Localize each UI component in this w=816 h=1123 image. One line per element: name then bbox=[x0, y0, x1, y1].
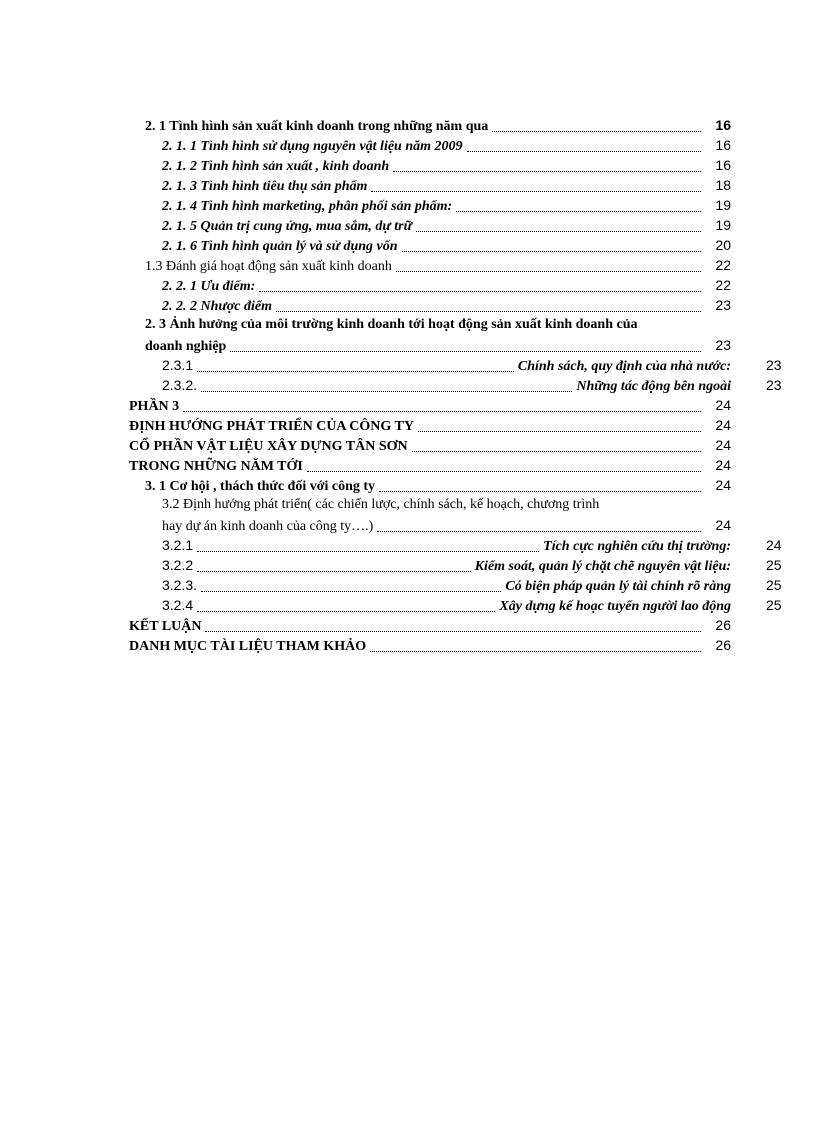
toc-entry bbox=[162, 236, 731, 256]
toc-entry-page: 20 bbox=[715, 237, 731, 253]
dot-leader bbox=[370, 651, 701, 652]
toc-entry-title: KẾT LUẬN bbox=[129, 619, 202, 634]
toc-entry-page: 24 bbox=[715, 417, 731, 433]
toc-entry-page: 16 bbox=[715, 157, 731, 173]
toc-entry-page: 16 bbox=[715, 137, 731, 153]
toc-entry bbox=[129, 396, 731, 416]
toc-entry-number: 2.3.2. bbox=[162, 377, 198, 393]
dot-leader bbox=[492, 131, 701, 132]
toc-entry-page: 24 bbox=[715, 397, 731, 413]
toc-entry bbox=[162, 596, 731, 616]
toc-entry-title: CỔ PHẦN VẬT LIỆU XÂY DỰNG TÂN SƠN bbox=[129, 439, 408, 454]
toc-entry-title: 2. 1. 6 Tình hình quản lý và sử dụng vốn bbox=[162, 239, 398, 254]
dot-leader bbox=[456, 211, 701, 212]
toc-entry-page: 23 bbox=[766, 357, 782, 373]
toc-entry-title: Tích cực nghiên cứu thị trường: bbox=[543, 539, 731, 554]
toc-entry bbox=[162, 356, 731, 376]
toc-entry-number: 3.2.1 bbox=[162, 537, 194, 553]
toc-entry-page: 23 bbox=[715, 337, 731, 353]
toc-entry-title: 1.3 Đánh giá hoạt động sản xuất kinh doanh bbox=[145, 259, 392, 274]
dot-leader bbox=[307, 471, 701, 472]
toc-entry-number: 3.2.2 bbox=[162, 557, 194, 573]
toc-entry-page: 22 bbox=[715, 277, 731, 293]
toc-entry-title: 2. 1. 3 Tình hình tiêu thụ sản phẩm bbox=[162, 179, 368, 194]
toc-entry-page: 24 bbox=[715, 437, 731, 453]
dot-leader bbox=[259, 291, 701, 292]
toc-entry bbox=[145, 256, 731, 276]
toc-entry-title: 2. 1. 2 Tình hình sản xuất , kinh doanh bbox=[162, 159, 390, 174]
toc-entry-title: Những tác động bên ngoài bbox=[576, 379, 731, 394]
dot-leader bbox=[467, 151, 701, 152]
toc-entry-title: 2. 2. 1 Ưu điểm: bbox=[162, 279, 256, 294]
toc-entry-page: 23 bbox=[715, 297, 731, 313]
dot-leader bbox=[230, 351, 701, 352]
toc-entry bbox=[145, 116, 731, 136]
toc-entry-title: hay dự án kinh doanh của công ty….) bbox=[162, 519, 374, 534]
toc-entry-title: Có biện pháp quản lý tài chính rõ ràng bbox=[505, 579, 731, 594]
toc-entry-page: 19 bbox=[715, 217, 731, 233]
toc-entry bbox=[162, 216, 731, 236]
toc-entry bbox=[162, 156, 731, 176]
toc-entry bbox=[162, 136, 731, 156]
dot-leader bbox=[379, 491, 701, 492]
dot-leader bbox=[276, 311, 701, 312]
toc-entry-page: 25 bbox=[766, 557, 782, 573]
toc-entry-title: doanh nghiệp bbox=[145, 339, 227, 354]
dot-leader bbox=[396, 271, 701, 272]
toc-entry-title: 2. 1. 1 Tình hình sử dụng nguyên vật liệu năm 2009 bbox=[162, 139, 463, 154]
toc-entry bbox=[162, 196, 731, 216]
toc-entry bbox=[129, 436, 731, 456]
toc-entry-page: 18 bbox=[715, 177, 731, 193]
toc-entry-page: 16 bbox=[715, 117, 731, 133]
toc-entry-number: 3.2.3. bbox=[162, 577, 198, 593]
toc-entry bbox=[129, 416, 731, 436]
toc-entry bbox=[162, 296, 731, 316]
toc-entry-title: TRONG NHỮNG NĂM TỚI bbox=[129, 459, 303, 474]
dot-leader bbox=[197, 551, 539, 552]
toc-entry-title: Kiểm soát, quản lý chặt chẽ nguyên vật liệu: bbox=[474, 559, 731, 574]
dot-leader bbox=[412, 451, 701, 452]
toc-entry-title: 2. 2. 2 Nhược điểm bbox=[162, 299, 273, 314]
toc-entry-page: 26 bbox=[715, 637, 731, 653]
dot-leader bbox=[416, 231, 701, 232]
toc-entry bbox=[162, 576, 731, 596]
toc-entry-title: DANH MỤC TÀI LIỆU THAM KHẢO bbox=[129, 639, 367, 654]
dot-leader bbox=[393, 171, 701, 172]
toc-entry bbox=[162, 176, 731, 196]
toc-entry-number: 2.3.1 bbox=[162, 357, 194, 373]
toc-entry bbox=[162, 516, 731, 536]
toc-entry-title: 2. 3 Ảnh hưởng của môi trường kinh doanh tới hoạt động sản xuất kinh doanh của bbox=[145, 317, 638, 332]
toc-entry-page: 19 bbox=[715, 197, 731, 213]
dot-leader bbox=[402, 251, 701, 252]
toc-entry bbox=[129, 616, 731, 636]
dot-leader bbox=[205, 631, 701, 632]
toc-entry-page: 24 bbox=[715, 517, 731, 533]
toc-entry-page: 22 bbox=[715, 257, 731, 273]
toc-entry-page: 23 bbox=[766, 377, 782, 393]
dot-leader bbox=[197, 611, 495, 612]
toc-entry-title: PHẦN 3 bbox=[129, 399, 180, 414]
toc-entry-title: 2. 1. 4 Tình hình marketing, phân phối sản phẩm: bbox=[162, 199, 453, 214]
dot-leader bbox=[197, 371, 514, 372]
toc-entry-page: 24 bbox=[766, 537, 782, 553]
dot-leader bbox=[197, 571, 471, 572]
dot-leader bbox=[201, 391, 572, 392]
dot-leader bbox=[418, 431, 701, 432]
dot-leader bbox=[377, 531, 701, 532]
toc-entry bbox=[129, 636, 731, 656]
toc-entry-page: 24 bbox=[715, 457, 731, 473]
toc-entry-title: 2. 1. 5 Quản trị cung ứng, mua sắm, dự trữ bbox=[162, 219, 412, 234]
toc-entry-title: ĐỊNH HƯỚNG PHÁT TRIỂN CỦA CÔNG TY bbox=[129, 419, 414, 434]
toc-entry-page: 25 bbox=[766, 597, 782, 613]
toc-entry bbox=[145, 476, 731, 496]
toc-entry-title: 3. 1 Cơ hội , thách thức đối với công ty bbox=[145, 479, 376, 494]
toc-entry bbox=[162, 536, 731, 556]
toc-entry-title: Chính sách, quy định của nhà nước: bbox=[517, 359, 731, 374]
toc-entry bbox=[162, 276, 731, 296]
dot-leader bbox=[201, 591, 501, 592]
toc-entry-page: 24 bbox=[715, 477, 731, 493]
dot-leader bbox=[183, 411, 701, 412]
toc-entry bbox=[162, 376, 731, 396]
toc-entry bbox=[145, 336, 731, 356]
toc-entry-title: 2. 1 Tình hình sản xuất kinh doanh trong những năm qua bbox=[145, 119, 489, 134]
dot-leader bbox=[371, 191, 701, 192]
toc-entry-page: 26 bbox=[715, 617, 731, 633]
toc-entry-title: 3.2 Định hướng phát triển( các chiến lược, chính sách, kế hoạch, chương trình bbox=[162, 497, 600, 512]
toc-entry-page: 25 bbox=[766, 577, 782, 593]
toc-entry bbox=[162, 556, 731, 576]
toc-entry-title: Xây dựng kế hoạc tuyển người lao động bbox=[499, 599, 731, 614]
toc-entry bbox=[129, 456, 731, 476]
toc-entry-number: 3.2.4 bbox=[162, 597, 194, 613]
